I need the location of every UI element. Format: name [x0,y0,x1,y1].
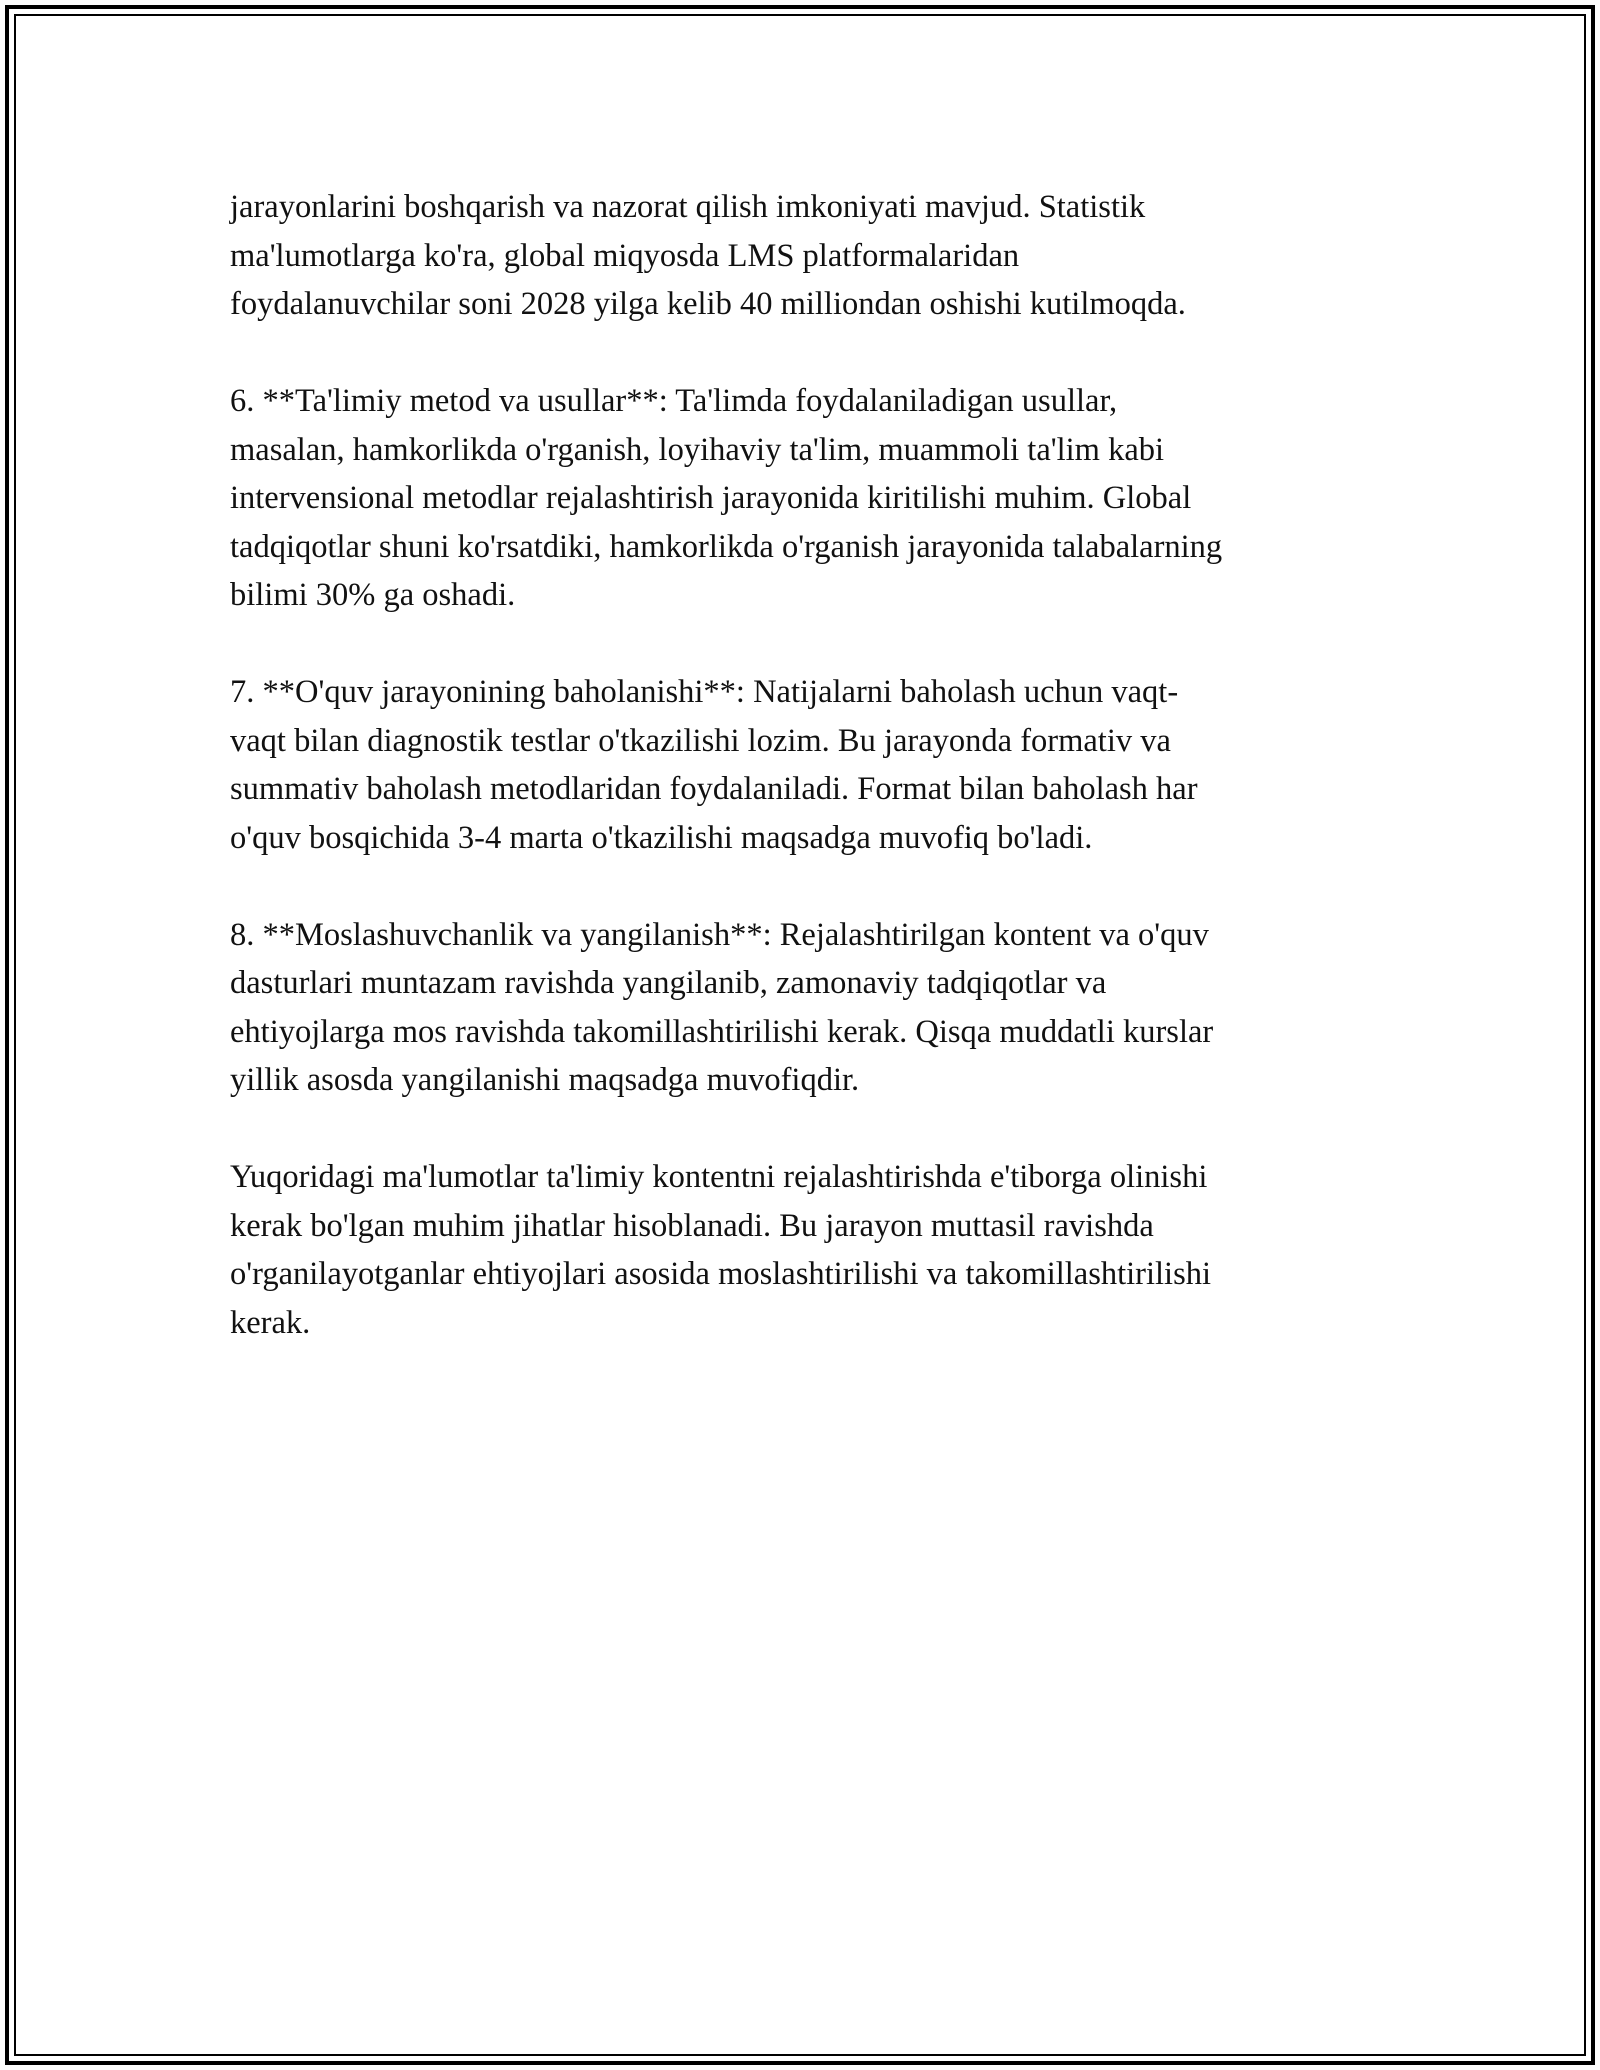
paragraph-assessment: 7. **O'quv jarayonining baholanishi**: Natijalarni baholash uchun vaqt- vaqt bilan diagnostik testlar o'tkazilishi lozim. Bu jarayonda formativ va summativ baholash metodlaridan foydalaniladi. Format bilan baholash har o'quv bosqichida 3-4 marta o'tkazilishi maqsadga muvofiq bo'ladi. [230,674,1198,856]
document-body [230,183,1380,1396]
paragraph-conclusion: Yuqoridagi ma'lumotlar ta'limiy kontentni rejalashtirishda e'tiborga olinishi kerak bo'lgan muhim jihatlar hisoblanadi. Bu jarayon muttasil ravishda o'rganilayotganlar ehtiyojlari asosida moslashtirilishi va takomillashtirilishi kerak. [230,1159,1211,1341]
paragraph-flexibility: 8. **Moslashuvchanlik va yangilanish**: Rejalashtirilgan kontent va o'quv dasturlari muntazam ravishda yangilanib, zamonaviy tadqiqotlar va ehtiyojlarga mos ravishda takomillashtirilishi kerak. Qisqa muddatli kurslar yillik asosda yangilanishi maqsadga muvofiqdir. [230,916,1214,1098]
paragraph-lms-statistics: jarayonlarini boshqarish va nazorat qilish imkoniyati mavjud. Statistik ma'lumotlarga ko'ra, global miqyosda LMS platformalaridan foydalanuvchilar soni 2028 yilga kelib 40 milliondan oshishi kutilmoqda. [230,189,1186,322]
paragraph-teaching-methods: 6. **Ta'limiy metod va usullar**: Ta'limda foydalaniladigan usullar, masalan, hamkorlikda o'rganish, loyihaviy ta'lim, muammoli ta'lim kabi intervensional metodlar rejalashtirish jarayonida kiritilishi muhim. Global tadqiqotlar shuni ko'rsatdiki, hamkorlikda o'rganish jarayonida talabalarning bilimi 30% ga oshadi. [230,383,1223,613]
